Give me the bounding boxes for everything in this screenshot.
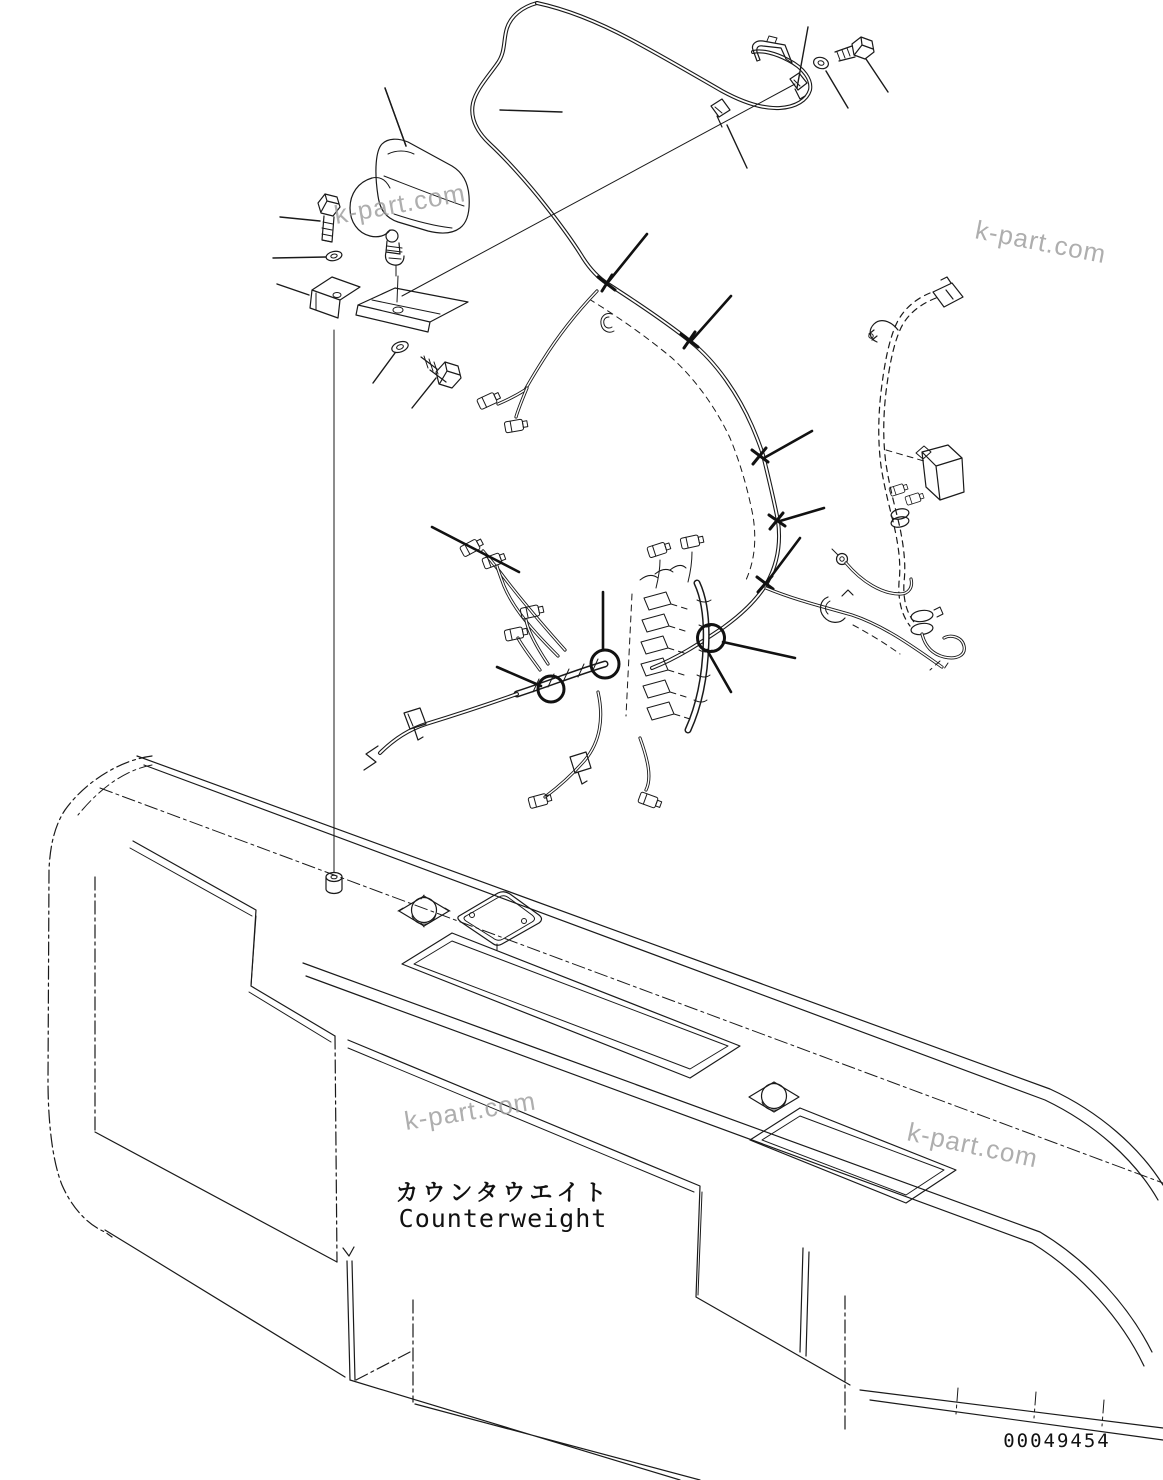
- main-wiring-harness: [385, 3, 888, 668]
- connector-top-right: [933, 277, 963, 307]
- connector: [528, 792, 553, 808]
- cover-plate: [458, 892, 542, 950]
- harness-clip-mid: [711, 99, 730, 127]
- round-cover-left: [398, 895, 450, 927]
- connector: [638, 792, 663, 810]
- cable-clip: [601, 314, 614, 333]
- connector: [647, 541, 672, 558]
- right-wiring-harness: [832, 277, 964, 672]
- clip-bolt: [835, 37, 874, 61]
- labels: [395, 1180, 1110, 1452]
- watermark: k-part.com: [402, 1085, 539, 1136]
- counterweight-label-en: Counterweight: [398, 1204, 608, 1233]
- harness-bundle: [364, 291, 942, 810]
- drawing-number: 00049454: [1003, 1430, 1111, 1452]
- connector: [680, 534, 704, 549]
- step-plate-left: [402, 933, 740, 1078]
- leader-lines-top: [385, 27, 888, 168]
- leader-lines-bundle: [432, 527, 795, 692]
- leader-bolt-upper: [280, 217, 320, 221]
- counterweight-top-fittings: [326, 873, 956, 1204]
- leader-washer-upper: [273, 257, 326, 258]
- connector: [477, 390, 502, 409]
- bracket-bolt: [421, 356, 461, 388]
- watermark: k-part.com: [331, 177, 468, 230]
- cut-cable-end: [364, 746, 378, 770]
- washer-upper: [325, 250, 343, 262]
- relay-connector: [916, 445, 964, 500]
- connector: [889, 482, 909, 496]
- connector: [504, 626, 528, 641]
- connector: [905, 491, 925, 505]
- leader-bracket-bolt: [412, 378, 436, 408]
- spring-washer: [390, 339, 409, 354]
- ring-clamp-lower: [910, 607, 943, 636]
- watermark: k-part.com: [904, 1116, 1041, 1174]
- leader-lines-ties: [609, 234, 824, 582]
- ring-clamp-upper: [890, 507, 910, 529]
- cable-clamp-mid: [821, 590, 853, 622]
- lamp-bracket: [310, 277, 360, 318]
- clip-washer: [812, 56, 829, 71]
- connector: [504, 418, 528, 433]
- cable-clamp-bottom: [570, 752, 591, 784]
- bracket-plate: [356, 288, 468, 332]
- counterweight-phantom-outline: [48, 756, 152, 1237]
- connector-stack: [640, 565, 690, 720]
- leader-spring-washer: [373, 353, 395, 383]
- counterweight-body: [48, 756, 1163, 1480]
- counterweight-label-jp: カウンタウエイト: [395, 1180, 611, 1206]
- leader-bracket: [277, 284, 309, 295]
- round-cover-right: [749, 1082, 799, 1112]
- watermark: k-part.com: [972, 214, 1109, 270]
- grommet-bushing: [326, 873, 342, 894]
